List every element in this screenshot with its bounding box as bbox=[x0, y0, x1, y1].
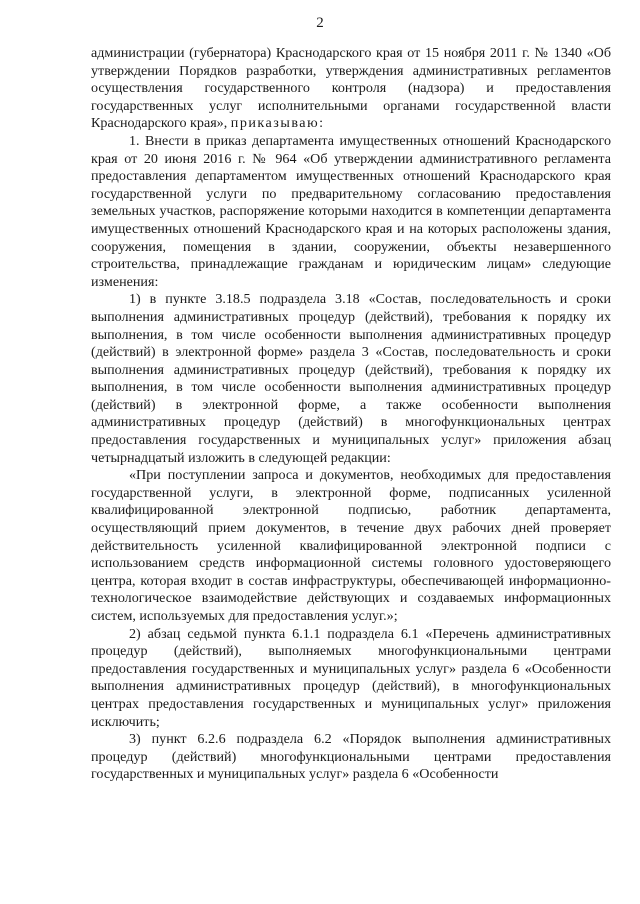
paragraph-preamble bbox=[91, 45, 611, 133]
paragraph-quoted-text: «При поступлении запроса и документов, необходимых для предоставления государственной услуги, в электронной форме, подписанных усиленной квалифицированной электронной подписью, работник департамента, осуществляющий прием документов, в течение двух рабочих дней проверяет действительность усиленной квалифицированной электронной подписи с использованием средств информационной системы головного удостоверяющего центра, которая входит в состав инфраструктуры, обеспечивающей информационно-технологическое взаимодействие действующих и создаваемых информационных систем, используемых для предоставления услуг.»; bbox=[91, 467, 611, 624]
document-body bbox=[91, 45, 611, 784]
paragraph-subitem-2: 2) абзац седьмой пункта 6.1.1 подраздела 6.1 «Перечень административных процедур (действий), выполняемых многофункциональными центрами предоставления государственных и муниципальных услуг» раздела 6 «Особенности выполнения административных процедур (действий), в многофункциональных центрах предоставления государственных и муниципальных услуг» приложения исключить; bbox=[91, 625, 611, 730]
paragraph-subitem-3: 3) пункт 6.2.6 подраздела 6.2 «Порядок выполнения административных процедур (действий) многофункциональными центрами предоставления государственных и муниципальных услуг» раздела 6 «Особенности bbox=[91, 731, 611, 783]
order-keyword: приказываю bbox=[230, 115, 320, 132]
paragraph-subitem-1: 1) в пункте 3.18.5 подраздела 3.18 «Состав, последовательность и сроки выполнения административных процедур (действий), требования к порядку их выполнения, в том числе особенности выполнения административных процедур (действий) в электронной форме» раздела 3 «Состав, последовательность и сроки выполнения административных процедур (действий), требования к порядку их выполнения, в том числе особенности выполнения административных процедур (действий) в электронной форме, а также особенности выполнения административных процедур (действий) в многофункциональных центрах предоставления государственных и муниципальных услуг» приложения абзац четырнадцатый изложить в следующей редакции: bbox=[91, 291, 611, 466]
preamble-colon: : bbox=[319, 115, 324, 132]
page-number: 2 bbox=[316, 15, 324, 31]
paragraph-item-1: 1. Внести в приказ департамента имущественных отношений Краснодарского края от 20 июня 2016 г. № 964 «Об утверждении административного регламента предоставления департаментом имущественных отношений Краснодарского края государственной услуги по предварительному согласованию предоставления земельных участков, распоряжение которыми находится в компетенции департамента имущественных отношений Краснодарского края и на которых расположены здания, сооружения, помещения в здании, сооружении, объекты незавершенного строительства, принадлежащие гражданам и юридическим лицам» следующие изменения: bbox=[91, 132, 611, 290]
preamble-text: администрации (губернатора) Краснодарского края от 15 ноября 2011 г. № 1340 «Об утверждении Порядков разработки, утверждения административных регламентов осуществления государственного контроля (надзора) и предоставления государственных услуг исполнительными органами государственной власти Краснодарского края», bbox=[91, 45, 611, 132]
